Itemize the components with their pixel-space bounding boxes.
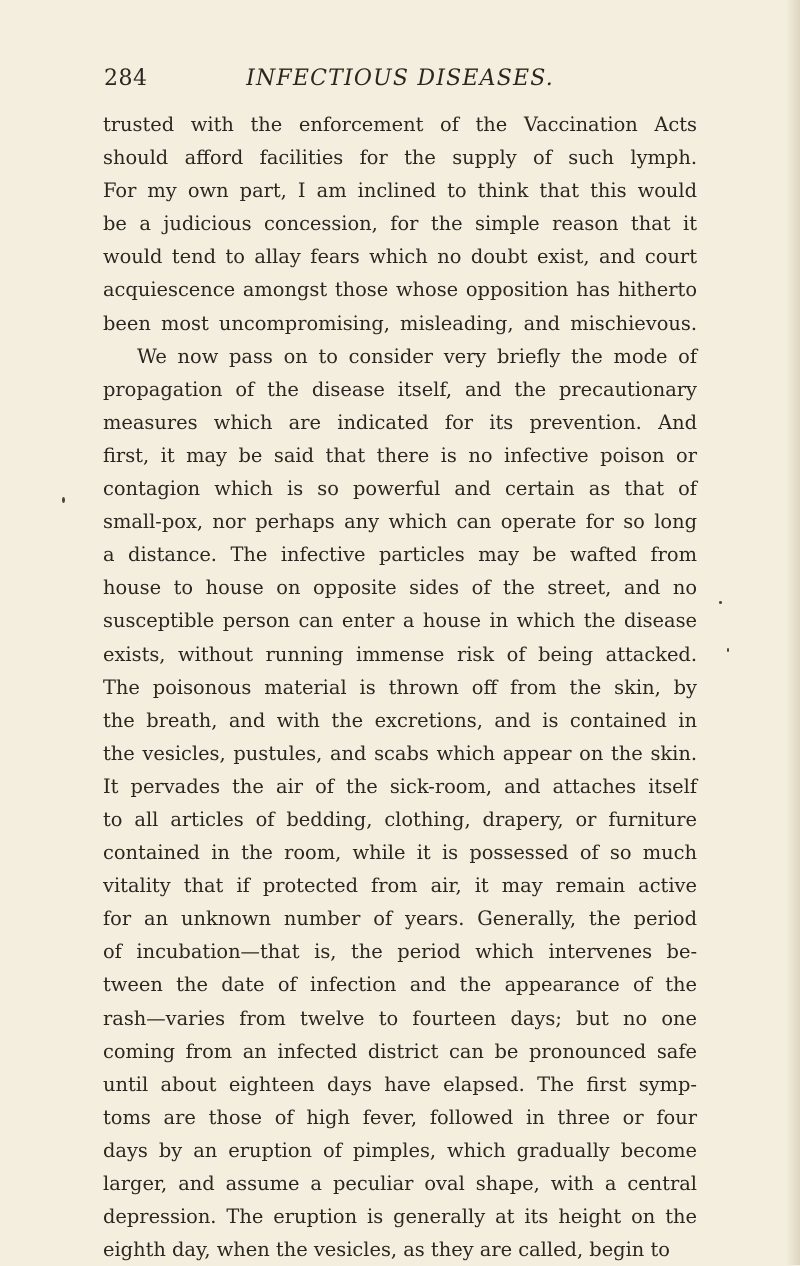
text-line: toms are those of high fever, followed in three or four xyxy=(103,1105,697,1129)
page-edge-shadow xyxy=(786,0,800,1265)
text-line: It pervades the air of the sick-room, and attaches itself xyxy=(103,774,697,798)
text-line: of incubation—that is, the period which intervenes be- xyxy=(103,940,697,964)
text-line: be a judicious concession, for the simple reason that it xyxy=(103,212,697,236)
text-line: tween the date of infection and the appearance of the xyxy=(103,973,697,997)
text-line: house to house on opposite sides of the street, and no xyxy=(103,576,697,600)
text-line: to all articles of bedding, clothing, drapery, or furniture xyxy=(103,807,697,831)
paper-speck xyxy=(727,648,729,652)
text-line: contained in the room, while it is possessed of so much xyxy=(103,841,697,865)
running-head xyxy=(104,64,696,96)
text-line: the breath, and with the excretions, and is contained in xyxy=(103,708,697,732)
text-line: The poisonous material is thrown off from the skin, by xyxy=(103,675,697,699)
running-title: INFECTIOUS DISEASES. xyxy=(246,66,554,91)
text-line: We now pass on to consider very briefly the mode of xyxy=(137,344,697,368)
paper-speck xyxy=(719,601,722,604)
text-line: a distance. The infective particles may be wafted from xyxy=(103,543,697,567)
text-line: for an unknown number of years. Generally, the period xyxy=(103,907,697,931)
text-line: vitality that if protected from air, it may remain active xyxy=(103,874,697,898)
text-line: days by an eruption of pimples, which gradually become xyxy=(103,1138,697,1162)
text-line: should afford facilities for the supply of such lymph. xyxy=(103,146,697,170)
text-line: eighth day, when the vesicles, as they are called, begin to xyxy=(103,1238,670,1262)
text-line: first, it may be said that there is no infective poison or xyxy=(103,443,697,467)
text-line: the vesicles, pustules, and scabs which appear on the skin. xyxy=(103,741,697,765)
text-line: been most uncompromising, misleading, and mischievous. xyxy=(103,311,697,335)
page-number: 284 xyxy=(104,66,148,91)
text-line: trusted with the enforcement of the Vaccination Acts xyxy=(103,113,697,136)
text-line: acquiescence amongst those whose opposition has hitherto xyxy=(103,278,697,302)
text-line: measures which are indicated for its prevention. And xyxy=(103,410,697,434)
text-line: For my own part, I am inclined to think that this would xyxy=(103,179,697,203)
text-line: coming from an infected district can be pronounced safe xyxy=(103,1039,697,1063)
text-line: susceptible person can enter a house in which the disease xyxy=(103,609,697,633)
text-line: depression. The eruption is generally at its height on the xyxy=(103,1205,697,1229)
text-line: larger, and assume a peculiar oval shape, with a central xyxy=(103,1172,697,1195)
text-line: rash—varies from twelve to fourteen days; but no one xyxy=(103,1006,697,1030)
body-text xyxy=(103,108,697,1266)
text-line: until about eighteen days have elapsed. The first symp- xyxy=(103,1072,697,1096)
text-line: would tend to allay fears which no doubt exist, and court xyxy=(103,245,697,269)
text-line: small-pox, nor perhaps any which can operate for so long xyxy=(103,510,697,534)
text-line: propagation of the disease itself, and the precautionary xyxy=(103,377,697,401)
paper-speck xyxy=(62,497,65,503)
text-line: contagion which is so powerful and certain as that of xyxy=(103,477,697,501)
text-line: exists, without running immense risk of being attacked. xyxy=(103,642,697,666)
